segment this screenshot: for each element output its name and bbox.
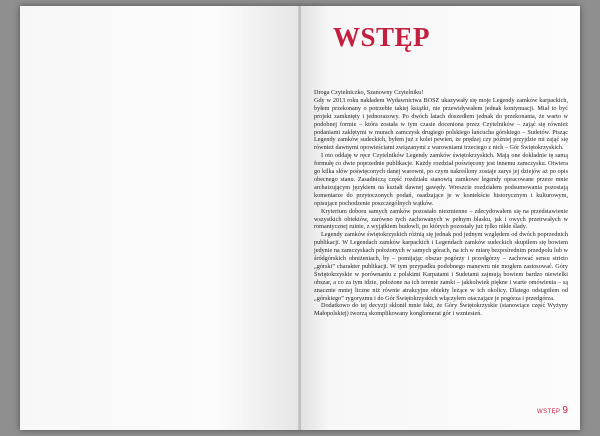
paragraph: Kryterium doboru samych zamków pozostało niezmienne – zdecydowałem się na przedstawienie wszystkich obiektów, zarówno tych zachowanych w pełnym blasku, jak i owych przetrwałych w romantycznej ruinie, z wyjątkiem budowli, po których pozostały już tylko nikłe ślady. bbox=[314, 207, 568, 231]
page-number: 9 bbox=[562, 405, 569, 416]
folio-label: WSTĘP bbox=[537, 409, 561, 415]
paragraph: Legendy zamków świętokrzyskich różnią się jednak pod jednym względem od dwóch poprzednich publikacji. W Legendach zamków karpackich i Legendach zamków sudeckich skupiłem się bowiem jedynie na zamczyskach położonych w samych górach, na ich w miarę bezpośrednim przedpolu lub w śródgórskich obniżeniach, by – pomijając obszar pogórzy i przedgórzy – zachować sensu stricto „górski” charakter publikacji. W tym przypadku podobnego manewru nie mogłem zastosować. Góry Świętokrzyskie w porównaniu z polskimi Karpatami i Sudetami zajmują bowiem bardzo niewielki obszar, a co za tym idzie, położone na ich terenie zamki – jakkolwiek piękne i warte omówienia – są znacznie mniej liczne niż równie atrakcyjne obiekty leżące w ich okolicy. Dlatego odstąpiłem od „górskiego” rygoryzmu i do Gór Świętokrzyskich włączyłem otaczające je pogórza i przedgórza. bbox=[314, 231, 568, 302]
chapter-title: WSTĘP bbox=[333, 22, 431, 52]
paragraph: I oto oddaję w ręce Czytelników Legendy zamków świętokrzyskich. Mają one dokładnie tę samą formułę co dwie poprzednie publikacje. Każdy rozdział poświęcony jest innemu zamczysku. Otwiera go kilka słów poświęconych danej warowni, po czym nakreślony zostaje zarys jej dziejów aż po opis obecnego stanu. Zasadniczą część rozdziału stanowią zamkowe legendy opracowane przeze mnie archaizującym językiem na kształt dawnej gawędy. Wreszcie rozdziałem podsumowania pozostają komentarze do przytoczonych podań, osadzające je w kontekście historycznym i kulturowym, opisujące pochodzenie poszczególnych wątków. bbox=[314, 152, 568, 207]
paragraph: Dodatkowo do tej decyzji skłonił mnie fakt, że Góry Świętokrzyskie (stanowiące część Wyżyny Małopolskiej) tworzą skomplikowany konglomerat gór i wzniesień. bbox=[314, 302, 568, 318]
paragraph-greeting: Droga Czytelniczko, Szanowny Czytelniku! bbox=[314, 89, 424, 96]
chapter-body bbox=[314, 89, 568, 318]
left-page-blank bbox=[20, 6, 299, 430]
paragraph: Gdy w 2013 roku nakładem Wydawnictwa BOSZ ukazywały się moje Legendy zamków karpackich, byłem przekonany o potrzebie takiej książki, nie przewidywałem jednak kontynuacji. Miał to być projekt zamknięty i jednorazowy. Po dwóch latach doszedłem jednak do przekonania, że warto w podobnej formie – która została w tym czasie doceniona przez Czytelników – zająć się również podaniami zaklętymi w murach zamczysk drugiego polskiego łańcucha górskiego – Sudetów. Pisząc Legendy zamków sudeckich, byłem już z kolei pewien, że prędzej czy później przyjdzie mi zająć się również dawnymi opowieściami związanymi z warowniami trzeciego z nich – Gór Świętokrzyskich. bbox=[314, 96, 568, 152]
page-folio bbox=[537, 405, 568, 416]
